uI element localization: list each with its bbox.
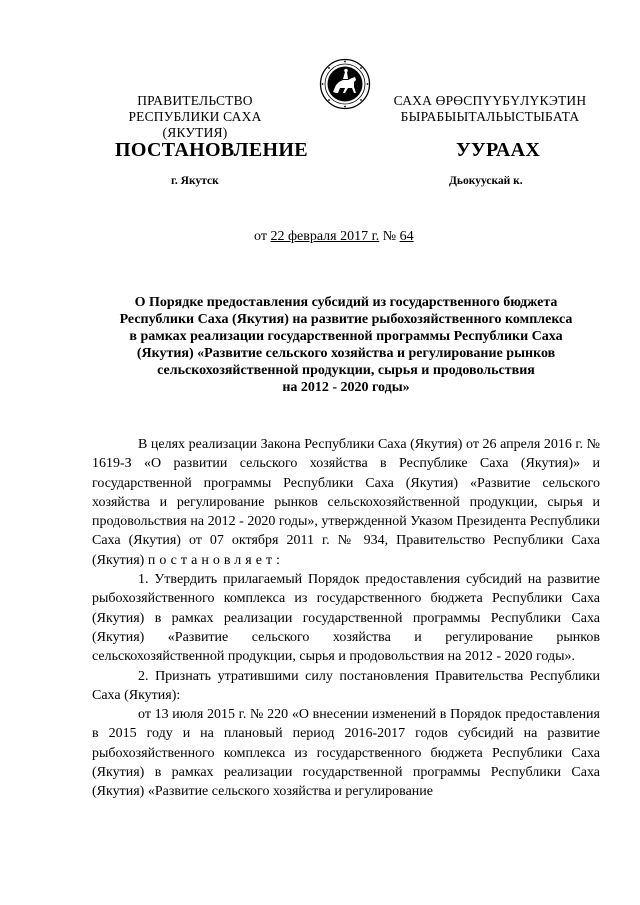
intro-text: В целях реализации Закона Республики Саха (Якутия) от 26 апреля 2016 г. № 1619-З «О развитии сельского хозяйства в Республике Саха (Якутия)» и государственной программы Республики Саха (Якутия) «Развитие сельского хозяйства и регулирование рынков сельскохозяйственной продукции, сырья и продовольствия на 2012 - 2020 годы», утвержденной Указом Президента Республики Саха (Якутия) от 07 октября 2011 г. № 934, Правительство Республики Саха (Якутия)	[92, 437, 600, 568]
document-date: 22 февраля 2017 г.	[270, 229, 380, 244]
header-right-line2: БЫРАБЫЫТАЛЬЫСТЫБАТА	[400, 109, 580, 124]
header-left-line1: ПРАВИТЕЛЬСТВО	[137, 93, 253, 108]
header-right	[390, 93, 590, 125]
intro-paragraph	[92, 435, 600, 570]
title-line: О Порядке предоставления субсидий из государственного бюджета	[134, 295, 558, 310]
document-body	[92, 435, 600, 802]
title-line: (Якутия) «Развитие сельского хозяйства и регулирование рынков	[136, 346, 556, 361]
city-sah: Дьокуускай к.	[449, 175, 523, 187]
date-prefix: от	[254, 229, 271, 244]
document-title	[92, 294, 600, 396]
doc-type-ru: ПОСТАНОВЛЕНИЕ	[115, 139, 308, 161]
city-ru: г. Якутск	[171, 175, 219, 187]
header-right-line1: САХА ӨРӨСПҮҮБҮЛҮКЭТИН	[393, 93, 587, 108]
header-left-line2: РЕСПУБЛИКИ САХА (ЯКУТИЯ)	[128, 109, 262, 140]
number-sign: №	[379, 229, 400, 244]
title-line: на 2012 - 2020 годы»	[282, 380, 410, 395]
doc-type-sah: УУРААХ	[456, 139, 541, 161]
document-number: 64	[399, 229, 414, 244]
title-line: в рамках реализации государственной программы Республики Саха	[129, 329, 563, 344]
coat-of-arms-icon	[319, 58, 371, 110]
header-left	[105, 93, 285, 141]
item-2-sub1-paragraph: от 13 июля 2015 г. № 220 «О внесении изменений в Порядок предоставления в 2015 году и на плановый период 2016-2017 годов субсидий на развитие рыбохозяйственного комплекса из государственного бюджета Республики Саха (Якутия) в рамках реализации государственной программы Республики Саха (Якутия) «Развитие сельского хозяйства и регулирование	[92, 707, 600, 800]
date-line	[254, 229, 414, 245]
title-line: Республики Саха (Якутия) на развитие рыбохозяйственного комплекса	[119, 312, 573, 327]
item-1-paragraph: 1. Утвердить прилагаемый Порядок предоставления субсидий на развитие рыбохозяйственного комплекса из государственного бюджета Республики Саха (Якутия) в рамках реализации государственной программы Республики Саха (Якутия) «Развитие сельского хозяйства и регулирование рынков сельскохозяйственной продукции, сырья и продовольствия на 2012 - 2020 годы».	[92, 572, 600, 665]
title-line: сельскохозяйственной продукции, сырья и продовольствия	[157, 363, 535, 378]
resolves-text: постановляет:	[147, 552, 284, 568]
item-2-paragraph: 2. Признать утратившими силу постановления Правительства Республики Саха (Якутия):	[92, 668, 600, 703]
